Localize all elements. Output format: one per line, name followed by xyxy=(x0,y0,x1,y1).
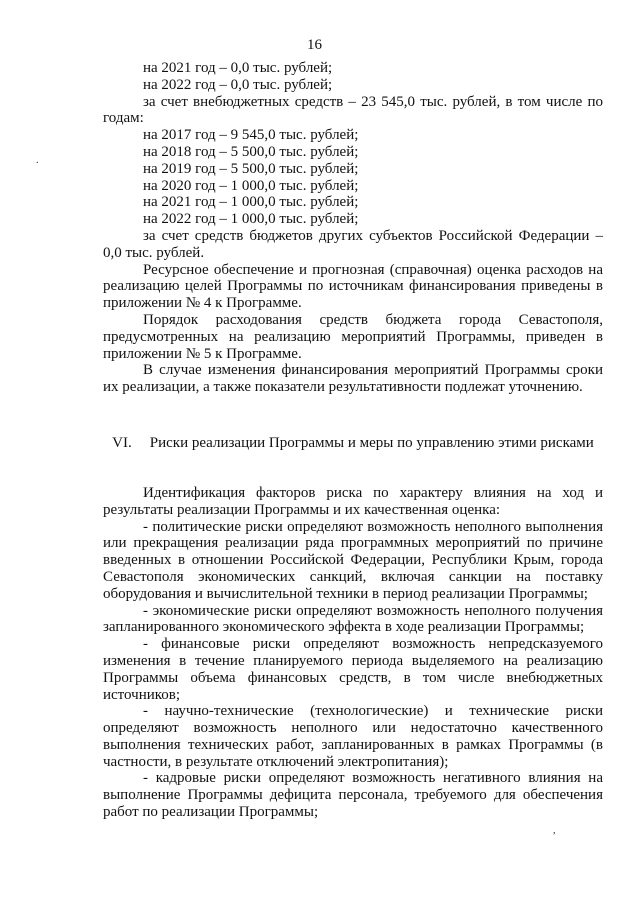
list-item-financial-risks: - финансовые риски определяют возможность непредсказуемого изменения в течение планируемого периода выделяемого на реализацию Программы объема финансовых средств, в том числе внебюджетных источников; xyxy=(103,636,603,703)
section-title: Риски реализации Программы и меры по управлению этими рисками xyxy=(149,434,594,451)
page-number: 16 xyxy=(307,37,322,53)
paragraph-funding-2022: на 2022 год – 0,0 тыс. рублей; xyxy=(143,76,333,93)
page-content xyxy=(103,60,603,821)
scan-speck: , xyxy=(553,825,556,836)
paragraph-funding-2021: на 2021 год – 0,0 тыс. рублей; xyxy=(143,60,333,76)
paragraph-extrabudgetary-2018: на 2018 год – 5 500,0 тыс. рублей; xyxy=(143,143,359,160)
paragraph-resource-provision: Ресурсное обеспечение и прогнозная (справочная) оценка расходов на реализацию целей Программы по источникам финансирования приведены в приложении № 4 к Программе. xyxy=(103,261,603,312)
paragraph-extrabudgetary-2021: на 2021 год – 1 000,0 тыс. рублей; xyxy=(143,194,359,211)
list-item-political-risks: - политические риски определяют возможность неполного выполнения или прекращения реализации ряда программных мероприятий по причине введенных в отношении Российской Федерации, Республики Крым, города Севастополя экономических санкций, включая санкции на поставку оборудования и вычислительной техники в период реализации Программы; xyxy=(103,518,603,602)
paragraph-extrabudgetary-2019: на 2019 год – 5 500,0 тыс. рублей; xyxy=(143,160,359,177)
paragraph-risk-identification: Идентификация факторов риска по характеру влияния на ход и результаты реализации Программы и их качественная оценка: xyxy=(103,484,603,518)
paragraph-funding-changes: В случае изменения финансирования мероприятий Программы сроки их реализации, а также показатели результативности подлежат уточнению. xyxy=(103,362,603,396)
list-item-technical-risks: - научно-технические (технологические) и технические риски определяют возможность неполного или недостаточно качественного выполнения технических работ, запланированных в рамках Программы (в частности, в результате отключений электропитания); xyxy=(103,703,603,770)
list-item-personnel-risks: - кадровые риски определяют возможность негативного влияния на выполнение Программы дефицита персонала, требуемого для обеспечения работ по реализации Программы; xyxy=(103,770,603,821)
paragraph-extrabudgetary-2020: на 2020 год – 1 000,0 тыс. рублей; xyxy=(143,177,359,194)
paragraph-extrabudgetary-2017: на 2017 год – 9 545,0 тыс. рублей; xyxy=(143,127,359,144)
paragraph-extrabudgetary-total: за счет внебюджетных средств – 23 545,0 тыс. рублей, в том числе по годам: xyxy=(103,93,603,127)
paragraph-spending-order: Порядок расходования средств бюджета города Севастополя, предусмотренных на реализацию мероприятий Программы, приведен в приложении № 5 к Программе. xyxy=(103,311,603,362)
section-heading xyxy=(103,435,603,452)
paragraph-other-regions-budget: за счет средств бюджетов других субъектов Российской Федерации – 0,0 тыс. рублей. xyxy=(103,227,603,261)
paragraph-extrabudgetary-2022: на 2022 год – 1 000,0 тыс. рублей; xyxy=(143,211,359,228)
section-number: VI. xyxy=(112,434,132,451)
scan-speck: . xyxy=(36,155,39,166)
list-item-economic-risks: - экономические риски определяют возможность неполного получения запланированного экономического эффекта в ходе реализации Программы; xyxy=(103,602,603,636)
